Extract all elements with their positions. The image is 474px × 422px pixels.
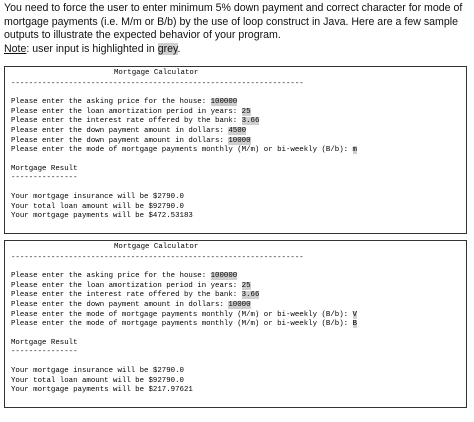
- result-rule: ---------------: [11, 348, 78, 357]
- prompt-line: [11, 311, 466, 321]
- user-input: B: [352, 320, 357, 329]
- user-input: 3.66: [241, 117, 260, 126]
- prompt-text: Please enter the mode of mortgage payments monthly (M/m) or bi-weekly (B/b):: [11, 310, 353, 319]
- instructions-paragraph: You need to force the user to enter minimum 5% down payment and correct character for mode of mortgage payments (i.e. M/m or B/b) by the use of loop construct in Java. Here are a few sample outputs to illustrate the expected behavior of your program.: [4, 2, 463, 42]
- prompt-line: [11, 272, 466, 282]
- prompt-text: Please enter the interest rate offered by the bank:: [11, 117, 242, 126]
- prompt-text: Please enter the loan amortization period in years:: [11, 281, 242, 290]
- calculator-title: Mortgage Calculator: [114, 69, 199, 77]
- prompt-text: Please enter the mode of mortgage payments monthly (M/m) or bi-weekly (B/b):: [11, 320, 353, 329]
- result-rule: ---------------: [11, 174, 78, 183]
- prompt-text: Please enter the down payment amount in dollars:: [11, 136, 229, 145]
- user-input: m: [352, 146, 357, 155]
- prompt-line: [11, 127, 466, 137]
- prompt-line: [11, 291, 466, 301]
- user-input: 4500: [228, 126, 247, 135]
- note-text: : user input is highlighted in: [26, 42, 158, 55]
- note-label: Note: [4, 42, 27, 55]
- prompt-line: [11, 320, 466, 330]
- prompt-line: [11, 108, 466, 118]
- prompt-text: Please enter the interest rate offered by the bank:: [11, 291, 242, 300]
- note-grey-word: grey: [157, 42, 178, 55]
- title-rule: ------------------------------------------------------------------: [11, 253, 304, 262]
- user-input: 25: [241, 107, 251, 116]
- sample-output-1: [4, 66, 467, 234]
- user-input: 10000: [228, 136, 251, 145]
- prompt-line: [11, 117, 466, 127]
- prompt-line: [11, 282, 466, 292]
- user-input: 3.66: [241, 291, 260, 300]
- user-input: 100000: [210, 98, 238, 107]
- result-line: Your mortgage insurance will be $2790.0: [11, 192, 184, 201]
- result-line: Your mortgage insurance will be $2790.0: [11, 366, 184, 375]
- prompt-line: [11, 98, 466, 108]
- prompt-line: [11, 137, 466, 147]
- result-title: Mortgage Result: [11, 338, 78, 347]
- title-rule: ------------------------------------------------------------------: [11, 79, 304, 88]
- prompt-text: Please enter the loan amortization period in years:: [11, 107, 242, 116]
- result-line: Your total loan amount will be $92790.0: [11, 376, 184, 385]
- prompt-text: Please enter the asking price for the house:: [11, 98, 211, 107]
- prompt-line: [11, 146, 466, 156]
- prompt-text: Please enter the down payment amount in dollars:: [11, 126, 229, 135]
- user-input: 25: [241, 281, 251, 290]
- prompt-line: [11, 301, 466, 311]
- instructions-text: [4, 2, 470, 56]
- user-input: 100000: [210, 272, 238, 281]
- result-line: Your mortgage payments will be $472.53183: [11, 212, 193, 221]
- result-title: Mortgage Result: [11, 164, 78, 173]
- user-input: 10000: [228, 300, 251, 309]
- prompt-text: Please enter the down payment amount in dollars:: [11, 300, 229, 309]
- result-line: Your mortgage payments will be $217.97621: [11, 386, 193, 395]
- prompt-text: Please enter the mode of mortgage payments monthly (M/m) or bi-weekly (B/b):: [11, 146, 353, 155]
- prompt-text: Please enter the asking price for the house:: [11, 272, 211, 281]
- user-input: V: [352, 310, 357, 319]
- sample-output-2: [4, 240, 467, 408]
- calculator-title: Mortgage Calculator: [114, 243, 199, 251]
- note-end: .: [177, 42, 181, 55]
- result-line: Your total loan amount will be $92790.0: [11, 202, 184, 211]
